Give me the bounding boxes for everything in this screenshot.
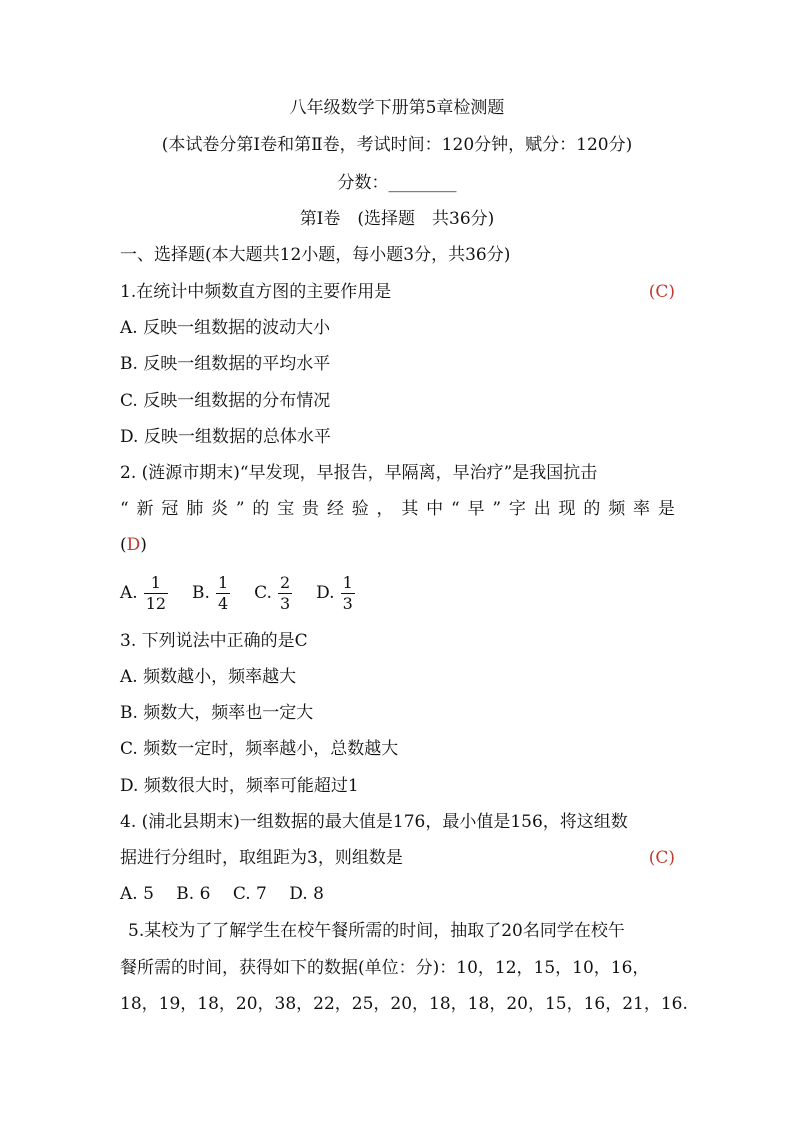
fraction-numerator: 1 [217,572,229,592]
q2-char: 炎 [211,499,229,519]
q4-options: A. 5 B. 6 C. 7 D. 8 [120,884,324,904]
q2-option-d-label: D. [316,583,335,603]
exam-subtitle: (本试卷分第Ⅰ卷和第Ⅱ卷，考试时间：120分钟，赋分：120分) [161,135,633,155]
q4-answer: (C) [648,848,675,868]
q3-option-b: B. 频数大，频率也一定大 [120,703,314,723]
q2-char: 验 [351,499,369,519]
q2-char: 宝 [277,499,295,519]
fraction [144,573,168,614]
q2-char: 冠 [161,499,179,519]
q1-stem [120,280,675,304]
q2-line2 [120,497,675,521]
q5-line2: 餐所需的时间，获得如下的数据(单位：分)：10，12，15，10，16， [120,958,650,978]
q2-options [120,568,379,618]
q2-char: “ [451,499,460,519]
q2-answer-letter: D [126,535,141,555]
q2-char: 的 [252,499,270,519]
q2-char: 出 [533,499,551,519]
q2-option-d [316,573,355,614]
q2-char: 现 [558,499,576,519]
q2-option-b-label: B. [192,583,210,603]
fraction-numerator: 2 [279,572,291,592]
fraction-denominator: 12 [145,593,167,613]
q2-answer-open: ( [120,535,127,555]
q2-char: 新 [136,499,154,519]
fraction-denominator: 3 [342,593,353,613]
q2-char: “ [120,499,129,519]
exam-title: 八年级数学下册第5章检测题 [289,98,505,118]
q4-line1: 4. (浦北县期末)一组数据的最大值是176，最小值是156，将这组数 [120,812,628,832]
q3-stem: 3. 下列说法中正确的是C [120,631,308,651]
q2-char: 经 [326,499,344,519]
score-line: 分数：________ [337,173,457,193]
q2-char: ， [376,499,394,519]
q2-char: ” [492,499,502,519]
q5-line3: 18，19，18，20，38，22，25，20，18，18，20，15，16，21，16. [120,994,688,1014]
q2-char: 早 [467,499,485,519]
q1-option-c: C. 反映一组数据的分布情况 [120,391,331,411]
q2-char: 率 [633,499,651,519]
q2-char: 的 [583,499,601,519]
q4-line2 [120,846,675,870]
q2-char: ” [235,499,245,519]
q2-option-b [192,573,230,614]
fraction-denominator: 4 [217,593,229,613]
q2-char: 字 [508,499,526,519]
fraction-denominator: 3 [279,593,291,613]
q2-char: 频 [608,499,626,519]
q3-option-d: D. 频数很大时，频率可能超过1 [120,776,359,796]
q3-option-a: A. 频数越小，频率越大 [120,667,297,687]
q2-option-c-label: C. [254,583,272,603]
q2-char: 贵 [302,499,320,519]
q2-line1: 2. (涟源市期末)“早发现，早报告，早隔离，早治疗”是我国抗击 [120,463,598,483]
q1-option-b: B. 反映一组数据的平均水平 [120,354,331,374]
q2-answer-close: ) [140,535,147,555]
q4-line2-text: 据进行分组时，取组距为3，则组数是 [120,848,403,868]
q2-char: 肺 [186,499,204,519]
fraction [278,573,292,614]
fraction [341,573,355,614]
q2-option-a [120,573,168,614]
fraction [216,573,230,614]
q2-option-c [254,573,292,614]
q2-answer [120,533,675,557]
q5-line1: 5.某校为了了解学生在校午餐所需的时间，抽取了20名同学在校午 [128,921,625,941]
fraction-numerator: 1 [150,572,161,592]
q1-option-a: A. 反映一组数据的波动大小 [120,318,331,338]
fraction-numerator: 1 [342,572,353,592]
q1-option-d: D. 反映一组数据的总体水平 [120,427,331,447]
q2-option-a-label: A. [120,583,138,603]
q2-char: 中 [426,499,444,519]
q2-char: 是 [657,499,675,519]
q2-char: 其 [401,499,419,519]
part1-heading: 一、选择题(本大题共12小题，每小题3分，共36分) [120,245,511,265]
q1-stem-text: 1.在统计中频数直方图的主要作用是 [120,282,392,302]
q1-answer: (C) [648,282,675,302]
q3-option-c: C. 频数一定时，频率越小，总数越大 [120,739,399,759]
section-title: 第Ⅰ卷 (选择题 共36分) [299,209,495,229]
